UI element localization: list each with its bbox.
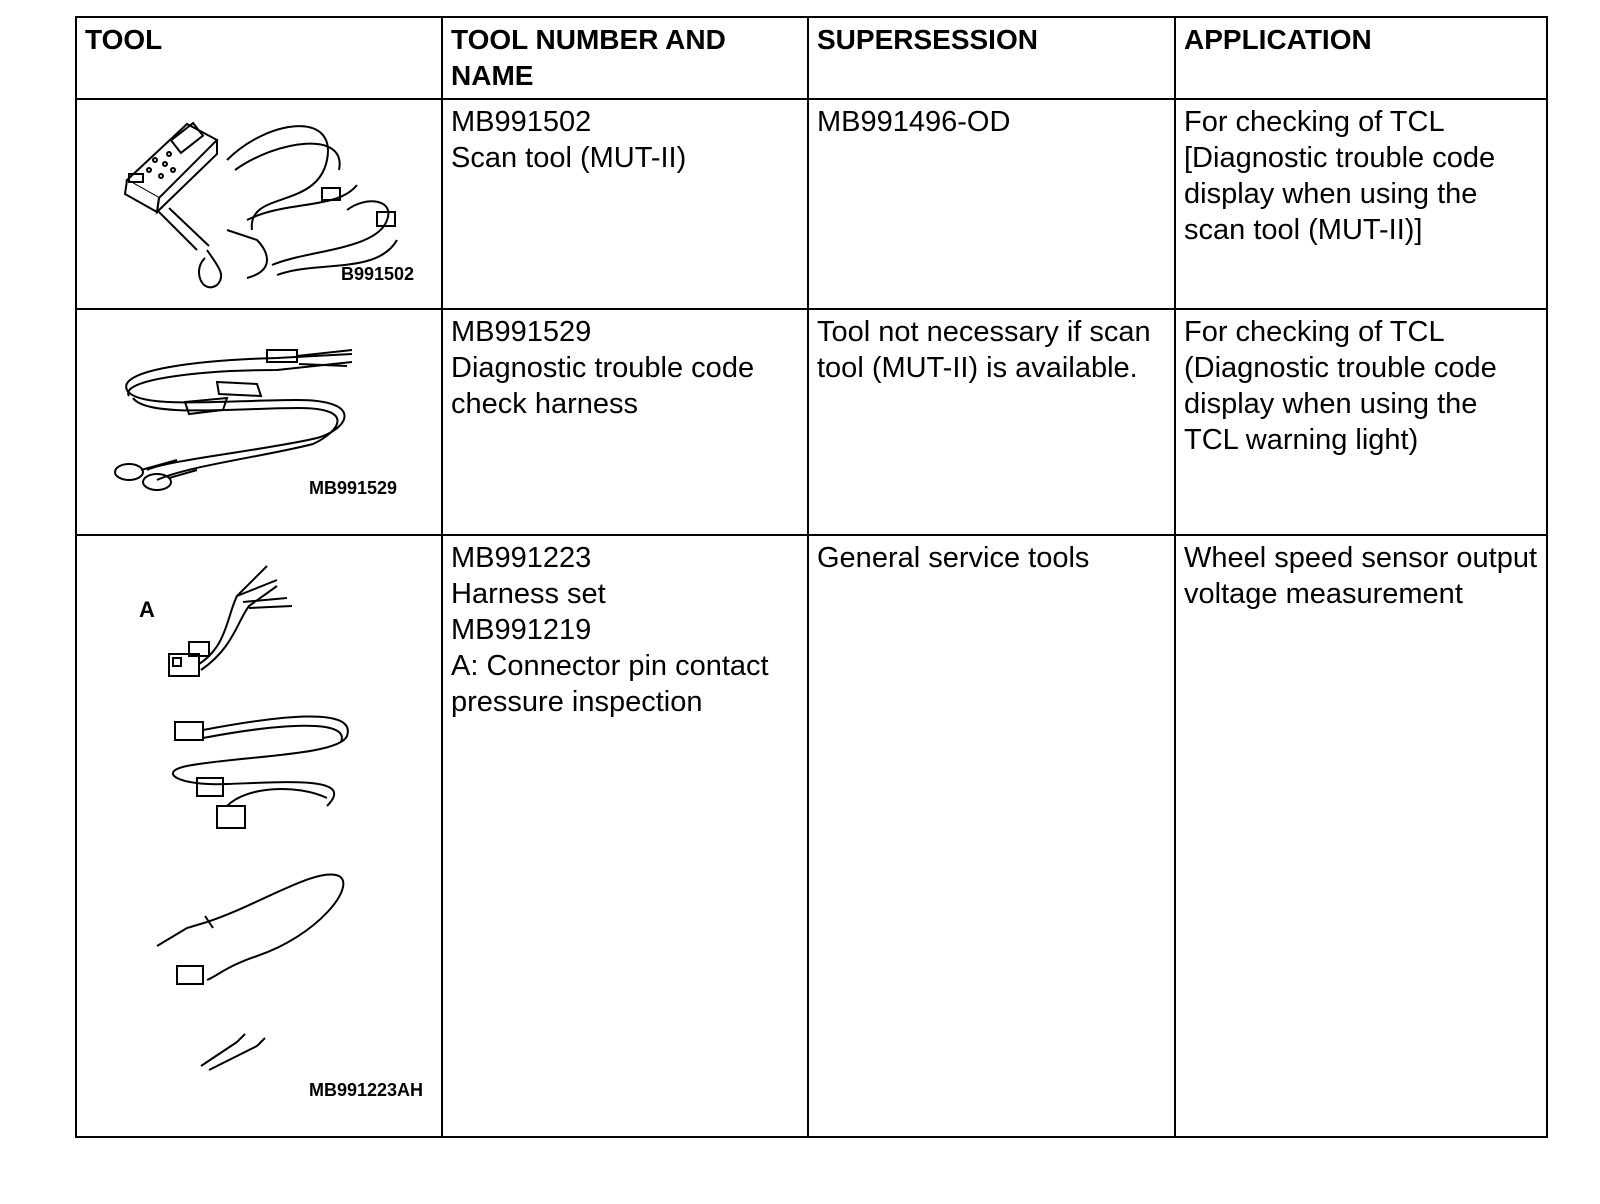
- image-tag: A: [139, 597, 155, 622]
- header-application: APPLICATION: [1175, 17, 1547, 99]
- image-caption: B991502: [341, 264, 415, 284]
- header-supersession: SUPERSESSION: [808, 17, 1175, 99]
- tool-supersession: MB991496-OD: [808, 99, 1175, 309]
- header-number-name: TOOL NUMBER AND NAME: [442, 17, 808, 99]
- tool-supersession: Tool not necessary if scan tool (MUT-II) is available.: [808, 309, 1175, 535]
- header-row: [76, 17, 1547, 99]
- tool-application: For checking of TCL (Diagnostic trouble code display when using the TCL warning light): [1175, 309, 1547, 535]
- image-caption: MB991223AH: [309, 1080, 424, 1100]
- tool-application: For checking of TCL [Diagnostic trouble code display when using the scan tool (MUT-II)]: [1175, 99, 1547, 309]
- tool-supersession: General service tools: [808, 535, 1175, 1137]
- image-caption: MB991529: [309, 478, 398, 498]
- table-row: [76, 99, 1547, 309]
- tool-illustration-cell: [76, 99, 442, 309]
- harness-set-icon: [77, 536, 443, 1132]
- tool-number-name: MB991223 Harness set MB991219 A: Connector pin contact pressure inspection: [442, 535, 808, 1137]
- tool-application: Wheel speed sensor output voltage measurement: [1175, 535, 1547, 1137]
- tool-illustration-cell: [76, 535, 442, 1137]
- header-tool: TOOL: [76, 17, 442, 99]
- table-row: [76, 309, 1547, 535]
- tool-number-name: MB991502 Scan tool (MUT-II): [442, 99, 808, 309]
- special-tools-table: [75, 16, 1548, 1138]
- table-row: [76, 535, 1547, 1137]
- tool-illustration-cell: [76, 309, 442, 535]
- tool-number-name: MB991529 Diagnostic trouble code check harness: [442, 309, 808, 535]
